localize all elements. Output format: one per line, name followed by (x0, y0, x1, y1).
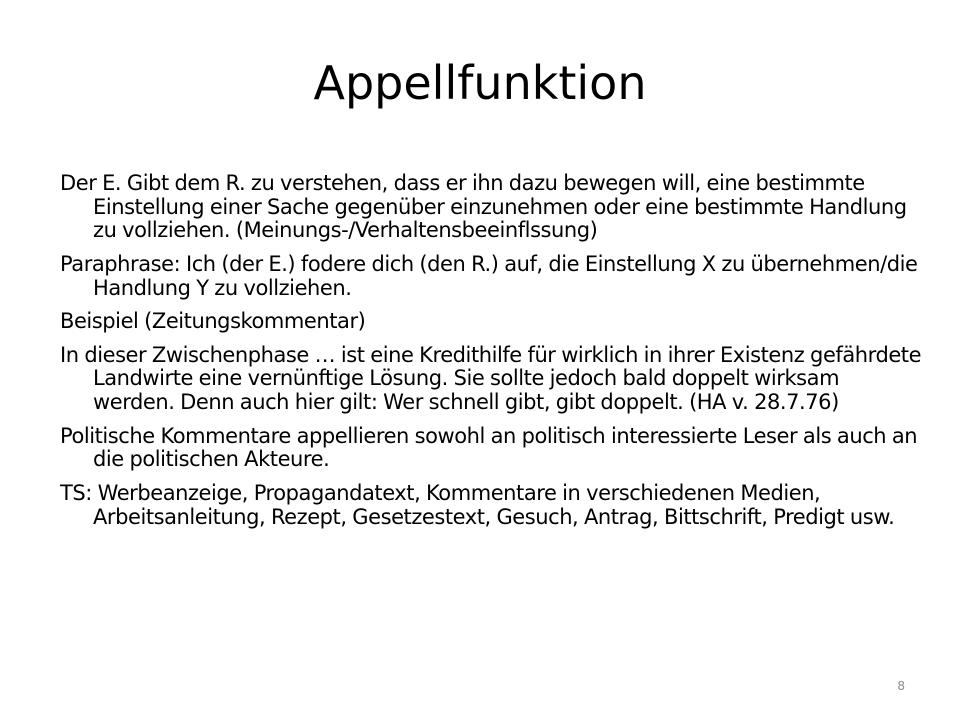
paragraph-text-types: TS: Werbeanzeige, Propagandatext, Kommentare in verschiedenen Medien, Arbeitsanleitung, Rezept, Gesetzestext, Gesuch, Antrag, Bittschrift, Predigt usw. (60, 480, 895, 529)
paragraph-example-quote: In dieser Zwischenphase … ist eine Kredithilfe für wirklich in ihrer Existenz gefährdete Landwirte eine vernünftige Lösung. Sie sollte jedoch bald doppelt wirksam werden. Denn auch hier gilt: Wer schnell gibt, gibt doppelt. (HA v. 28.7.76) (60, 342, 922, 414)
paragraph-example-heading: Beispiel (Zeitungskommentar) (60, 309, 366, 334)
page-number: 8 (897, 679, 905, 693)
paragraph-definition: Der E. Gibt dem R. zu verstehen, dass er ihn dazu bewegen will, eine bestimmte Einstellung einer Sache gegenüber einzunehmen oder eine bestimmte Handlung zu vollziehen. (Meinungs-/Verhaltensbeeinflssung) (60, 171, 907, 243)
slide-title: Appellfunktion (313, 56, 647, 110)
paragraph-paraphrase: Paraphrase: Ich (der E.) fodere dich (den R.) auf, die Einstellung X zu übernehmen/die Handlung Y zu vollziehen. (60, 251, 918, 300)
paragraph-comment: Politische Kommentare appellieren sowohl an politisch interessierte Leser als auch an die politischen Akteure. (60, 423, 918, 472)
slide-body (60, 172, 922, 539)
